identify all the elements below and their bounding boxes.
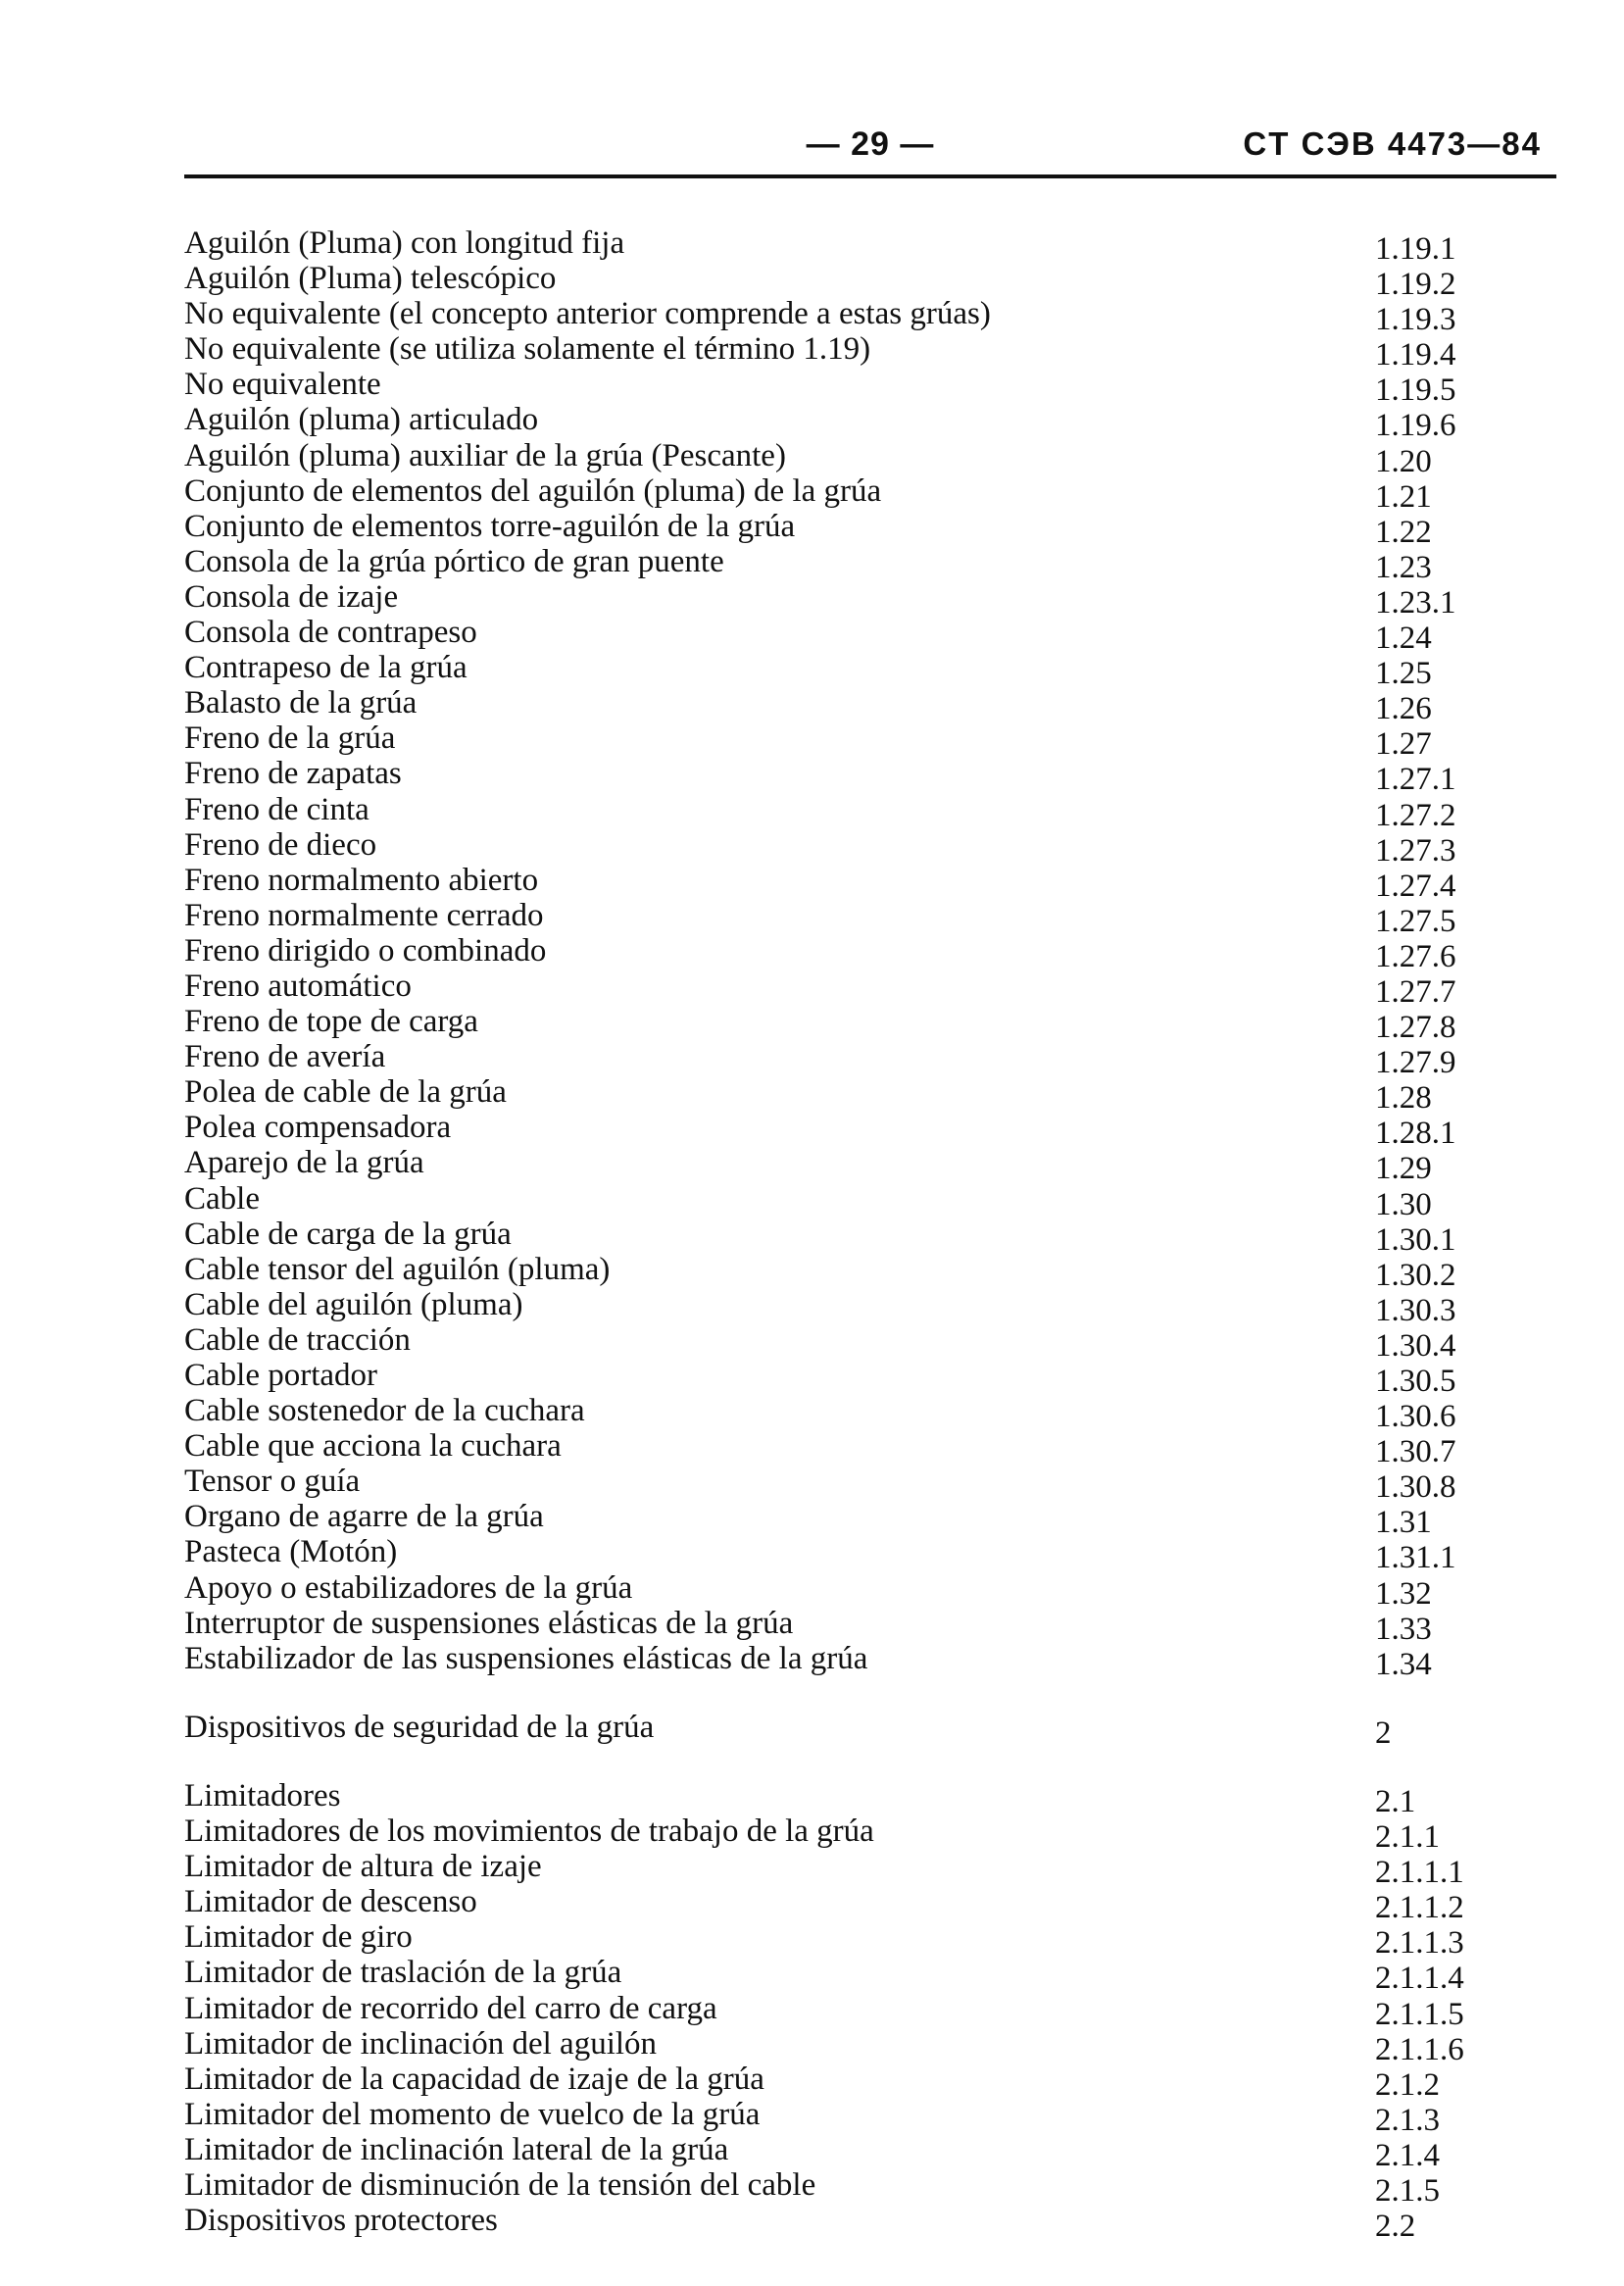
term-code: 1.31 — [1375, 1505, 1432, 1541]
term-row — [184, 1251, 1498, 1293]
term-code: 2.1.1.1 — [1375, 1855, 1464, 1891]
term-code: 1.27.8 — [1375, 1010, 1456, 1046]
term-text: Organo de agarre de la grúa — [184, 1499, 544, 1535]
term-text: Limitador de disminución de la tensión del cable — [184, 2166, 816, 2203]
term-text: Aguilón (pluma) articulado — [184, 402, 539, 438]
term-row — [184, 1569, 1498, 1612]
term-row — [184, 1534, 1498, 1576]
term-code: 1.32 — [1375, 1575, 1432, 1612]
term-text: Cable de carga de la grúa — [184, 1216, 512, 1252]
term-code: 1.30.1 — [1375, 1221, 1456, 1258]
term-row — [184, 685, 1498, 727]
term-text: Cable — [184, 1180, 260, 1217]
term-text: Consola de la grúa pórtico de gran puente — [184, 543, 724, 579]
term-row — [184, 1039, 1498, 1081]
term-text: Limitador de inclinación del aguilón — [184, 2025, 658, 2062]
term-row — [184, 1393, 1498, 1435]
term-code: 1.30.7 — [1375, 1434, 1456, 1470]
term-code: 1.27.2 — [1375, 797, 1456, 833]
term-row — [184, 1955, 1498, 1997]
term-code: 1.29 — [1375, 1151, 1432, 1187]
term-row — [184, 2203, 1498, 2245]
term-text: Limitador de inclinación lateral de la grúa — [184, 2131, 729, 2167]
term-text: Aguilón (Pluma) telescópico — [184, 261, 557, 297]
term-text: Freno automático — [184, 968, 412, 1004]
term-code: 1.27.1 — [1375, 762, 1456, 798]
term-row — [184, 367, 1498, 409]
term-text: Conjunto de elementos del aguilón (pluma) de la grúa — [184, 472, 882, 509]
term-row — [184, 331, 1498, 373]
term-text: Aguilón (pluma) auxiliar de la grúa (Pescante) — [184, 437, 786, 473]
term-row — [184, 578, 1498, 621]
section-heading: Dispositivos de seguridad de la grúa — [184, 1709, 655, 1745]
term-row — [184, 1074, 1498, 1117]
term-text: Consola de contrapeso — [184, 615, 477, 651]
term-code: 1.20 — [1375, 443, 1432, 479]
term-row — [184, 472, 1498, 515]
term-row — [184, 2025, 1498, 2067]
term-row — [184, 1110, 1498, 1152]
section-spacer — [184, 1745, 1498, 1778]
term-text: Freno de dieco — [184, 826, 377, 863]
term-row — [184, 2131, 1498, 2173]
term-text: Conjunto de elementos torre-aguilón de la grúa — [184, 508, 796, 544]
term-text: Limitador de traslación de la grúa — [184, 1955, 622, 1991]
term-code: 1.28 — [1375, 1080, 1432, 1117]
term-row — [184, 1849, 1498, 1891]
term-text: Dispositivos protectores — [184, 2203, 498, 2239]
term-text: Limitador de altura de izaje — [184, 1849, 542, 1885]
term-row — [184, 862, 1498, 904]
term-code: 1.19.2 — [1375, 267, 1456, 303]
term-code: 2.1.1.3 — [1375, 1925, 1464, 1962]
term-row — [184, 2166, 1498, 2209]
header-rule — [184, 174, 1556, 178]
term-text: Polea compensadora — [184, 1110, 452, 1146]
term-text: Contrapeso de la grúa — [184, 650, 468, 686]
section-code: 2 — [1375, 1714, 1392, 1751]
term-row — [184, 615, 1498, 657]
term-code: 1.19.6 — [1375, 408, 1456, 444]
term-row — [184, 1605, 1498, 1647]
term-text: Interruptor de suspensiones elásticas de la grúa — [184, 1605, 794, 1641]
term-text: Freno de zapatas — [184, 756, 402, 792]
term-row — [184, 225, 1498, 267]
page-header — [184, 116, 1556, 178]
term-code: 1.19.5 — [1375, 373, 1456, 409]
page-number: — 29 — — [806, 125, 935, 163]
term-text: Cable del aguilón (pluma) — [184, 1286, 523, 1322]
term-code: 1.30.2 — [1375, 1257, 1456, 1293]
term-code: 1.19.4 — [1375, 337, 1456, 373]
term-text: Cable que acciona la cuchara — [184, 1428, 562, 1465]
term-code: 1.31.1 — [1375, 1540, 1456, 1576]
term-row — [184, 1180, 1498, 1222]
term-text: Aparejo de la grúa — [184, 1145, 424, 1181]
term-row — [184, 1990, 1498, 2032]
term-text: Freno de la grúa — [184, 721, 396, 757]
section-spacer — [184, 1676, 1498, 1710]
term-row — [184, 1004, 1498, 1046]
term-code: 1.24 — [1375, 621, 1432, 657]
term-text: Limitador del momento de vuelco de la grúa — [184, 2096, 761, 2132]
term-row — [184, 543, 1498, 585]
term-text: Estabilizador de las suspensiones elásticas de la grúa — [184, 1640, 868, 1676]
term-row — [184, 1321, 1498, 1364]
term-code: 2.1.4 — [1375, 2137, 1440, 2173]
term-text: Limitador de descenso — [184, 1884, 477, 1920]
term-code: 1.27.7 — [1375, 973, 1456, 1010]
term-text: Cable portador — [184, 1358, 378, 1393]
term-text: Cable sostenedor de la cuchara — [184, 1393, 585, 1429]
term-text: Pasteca (Motón) — [184, 1534, 398, 1570]
term-code: 1.30.4 — [1375, 1327, 1456, 1364]
term-row — [184, 1464, 1498, 1506]
section-heading-row — [184, 1709, 1498, 1751]
term-code: 1.19.3 — [1375, 302, 1456, 338]
term-row — [184, 1884, 1498, 1926]
term-row — [184, 1145, 1498, 1187]
term-code: 2.1.1.5 — [1375, 1996, 1464, 2032]
term-text: Limitador de la capacidad de izaje de la grúa — [184, 2061, 764, 2097]
term-row — [184, 1777, 1498, 1819]
term-row — [184, 508, 1498, 550]
term-code: 2.1.1.6 — [1375, 2031, 1464, 2067]
term-code: 1.30.8 — [1375, 1469, 1456, 1506]
term-code: 1.27.6 — [1375, 938, 1456, 974]
term-row — [184, 261, 1498, 303]
term-text: No equivalente (se utiliza solamente el término 1.19) — [184, 331, 871, 368]
term-row — [184, 791, 1498, 833]
term-code: 1.27.9 — [1375, 1045, 1456, 1081]
term-text: Limitadores — [184, 1777, 341, 1814]
term-text: Consola de izaje — [184, 578, 399, 615]
term-row — [184, 1286, 1498, 1328]
term-code: 1.27.5 — [1375, 903, 1456, 939]
term-row — [184, 1640, 1498, 1682]
term-text: Aguilón (Pluma) con longitud fija — [184, 225, 625, 261]
term-row — [184, 826, 1498, 869]
term-text: Apoyo o estabilizadores de la grúa — [184, 1569, 633, 1606]
term-text: Freno de avería — [184, 1039, 386, 1075]
term-text: Freno de cinta — [184, 791, 369, 827]
term-row — [184, 437, 1498, 479]
term-text: No equivalente — [184, 367, 381, 403]
term-text: Limitador de giro — [184, 1919, 413, 1956]
term-code: 1.27.3 — [1375, 832, 1456, 869]
term-text: Cable tensor del aguilón (pluma) — [184, 1251, 611, 1287]
term-text: Limitador de recorrido del carro de carga — [184, 1990, 717, 2026]
term-row — [184, 2096, 1498, 2138]
document-code: CT CЭB 4473—84 — [1243, 125, 1542, 162]
term-text: Limitadores de los movimientos de trabajo de la grúa — [184, 1814, 874, 1850]
term-code: 1.30.3 — [1375, 1292, 1456, 1328]
term-code: 1.21 — [1375, 478, 1432, 515]
term-row — [184, 932, 1498, 974]
term-code: 2.1.1.2 — [1375, 1890, 1464, 1926]
term-code: 1.30.6 — [1375, 1399, 1456, 1435]
term-code: 1.28.1 — [1375, 1116, 1456, 1152]
term-code: 2.1 — [1375, 1783, 1416, 1819]
term-code: 1.23 — [1375, 549, 1432, 585]
term-row — [184, 721, 1498, 763]
term-code: 2.1.2 — [1375, 2066, 1440, 2103]
term-code: 1.27 — [1375, 726, 1432, 763]
term-text: Freno normalmente cerrado — [184, 897, 544, 933]
term-code: 1.33 — [1375, 1611, 1432, 1647]
term-text: Cable de tracción — [184, 1321, 411, 1358]
term-row — [184, 2061, 1498, 2103]
term-text: Tensor o guía — [184, 1464, 361, 1500]
term-row — [184, 1358, 1498, 1399]
term-code: 2.1.5 — [1375, 2172, 1440, 2209]
term-row — [184, 897, 1498, 939]
term-code: 1.26 — [1375, 691, 1432, 727]
term-text: Freno dirigido o combinado — [184, 932, 547, 969]
term-code: 1.34 — [1375, 1646, 1432, 1682]
term-code: 1.30 — [1375, 1186, 1432, 1222]
term-row — [184, 402, 1498, 444]
term-text: Freno de tope de carga — [184, 1004, 478, 1040]
term-code: 1.25 — [1375, 656, 1432, 692]
term-code: 1.23.1 — [1375, 584, 1456, 621]
term-list — [184, 225, 1498, 2245]
term-code: 2.2 — [1375, 2209, 1416, 2245]
term-text: Polea de cable de la grúa — [184, 1074, 507, 1111]
term-code: 2.1.1.4 — [1375, 1961, 1464, 1997]
term-code: 2.1.3 — [1375, 2102, 1440, 2138]
term-row — [184, 1499, 1498, 1541]
term-row — [184, 1216, 1498, 1258]
term-text: Balasto de la grúa — [184, 685, 418, 721]
term-row — [184, 1428, 1498, 1470]
term-row — [184, 756, 1498, 798]
term-row — [184, 296, 1498, 338]
term-code: 1.22 — [1375, 514, 1432, 550]
term-row — [184, 650, 1498, 692]
term-row — [184, 968, 1498, 1010]
term-code: 1.19.1 — [1375, 231, 1456, 267]
term-row — [184, 1814, 1498, 1856]
term-code: 1.27.4 — [1375, 868, 1456, 904]
term-code: 2.1.1 — [1375, 1819, 1440, 1856]
term-text: Freno normalmento abierto — [184, 862, 539, 898]
term-code: 1.30.5 — [1375, 1364, 1456, 1399]
term-text: No equivalente (el concepto anterior comprende a estas grúas) — [184, 296, 991, 332]
term-row — [184, 1919, 1498, 1962]
